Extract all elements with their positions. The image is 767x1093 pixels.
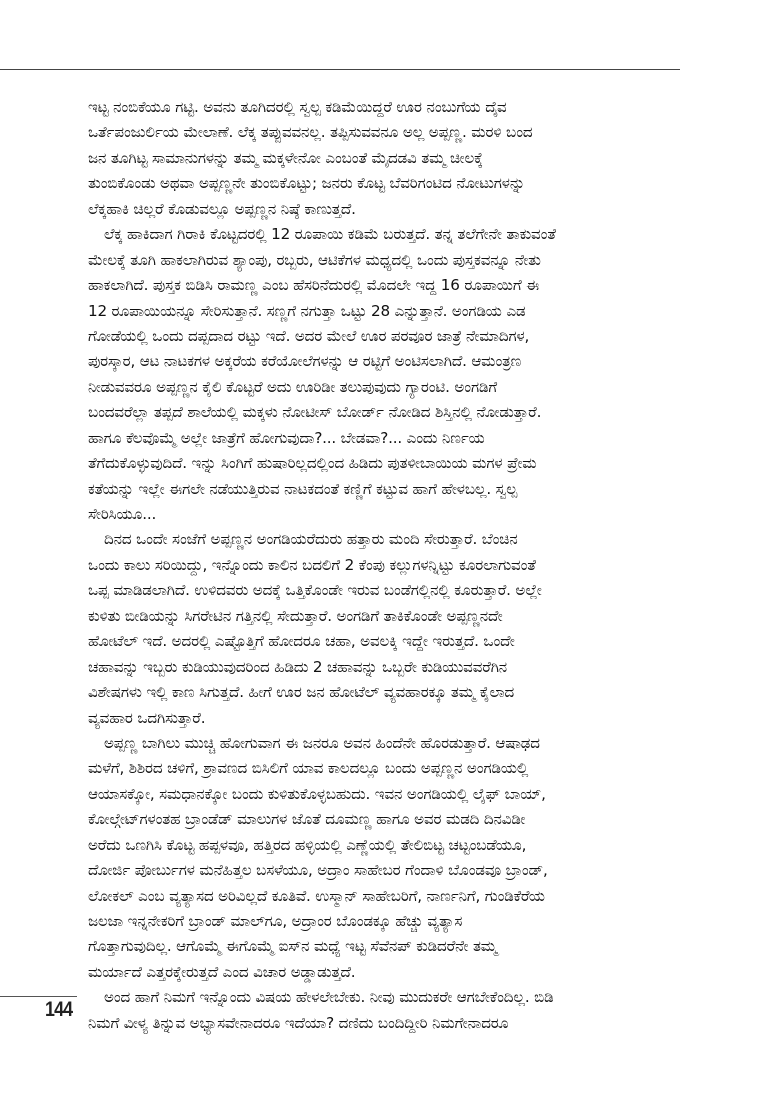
paragraph-start-line: ಅಪ್ಪಣ್ಣ ಬಾಗಿಲು ಮುಚ್ಚಿ ಹೋಗುವಾಗ ಈ ಜನರೂ ಅವನ ಹಿಂದೆನೇ ಹೊರಡುತ್ತಾರೆ. ಆಷಾಢದ bbox=[104, 733, 540, 752]
paragraph-start-line: ದಿನದ ಒಂದೇ ಸಂಜೆಗೆ ಅಪ್ಪಣ್ಣನ ಅಂಗಡಿಯರೆದುರು ಹತ್ತಾರು ಮಂದಿ ಸೇರುತ್ತಾರೆ. ಬೆಂಚಿನ bbox=[104, 530, 518, 549]
text-line: ತೆಗೆದುಕೊಳ್ಳುವುದಿದೆ. ಇನ್ನು ಸಿಂಗಿಗೆ ಹುಷಾರಿಲ್ಲದಲ್ಲಿಂದ ಹಿಡಿದು ಪುತಳೀಬಾಯಿಯ ಮಗಳ ಪ್ರೇಮ bbox=[88, 454, 537, 473]
text-line: ಮಳೆಗೆ, ಶಿಶಿರದ ಚಳಿಗೆ, ಶ್ರಾವಣದ ಬಿಸಿಲಿಗೆ ಯಾವ ಕಾಲದಲ್ಲೂ ಬಂದು ಅಪ್ಪಣ್ಣನ ಅಂಗಡಿಯಲ್ಲಿ bbox=[88, 759, 529, 778]
paragraph-start-line: ಲೆಕ್ಕ ಹಾಕಿದಾಗ ಗಿರಾಕಿ ಕೊಟ್ಟದರಲ್ಲಿ 12 ರೂಪಾಯಿ ಕಡಿಮೆ ಬರುತ್ತದೆ. ತನ್ನ ತಲೆಗೇನೇ ತಾಕುವಂತೆ bbox=[104, 225, 556, 244]
text-line: ಆಯಾಸಕ್ಕೋ, ಸಮಧಾನಕ್ಕೋ ಬಂದು ಕುಳಿತುಕೊಳ್ಳಬಹುದು. ಇವನ ಅಂಗಡಿಯಲ್ಲಿ ಲೈಫ್ ಬಾಯ್, bbox=[88, 784, 546, 803]
footer-rule bbox=[0, 996, 77, 997]
text-line: ಗೊತ್ತಾಗುವುದಿಲ್ಲ. ಆಗೊಮ್ಮೆ ಈಗೊಮ್ಮೆ ಐಸ್‌ನ ಮಧ್ಯೆ ಇಟ್ಟ ಸೆವೆನಪ್ ಕುಡಿದರೆನೇ ತಮ್ಮ bbox=[88, 937, 498, 956]
text-line: ಒರ್ತೆಪಂಜುರ್ಲಿಯ ಮೇಲಾಣೆ. ಲೆಕ್ಕ ತಪ್ಪುವವನಲ್ಲ. ತಪ್ಪಿಸುವವನೂ ಅಲ್ಲ ಅಪ್ಪಣ್ಣ. ಮರಳಿ ಬಂದ bbox=[88, 123, 533, 142]
text-line: ಲೋಕಲ್ ಎಂಬ ವ್ಯತ್ಯಾಸದ ಅರಿವಿಲ್ಲದೆ ಕೂತಿವೆ. ಉಸ್ಮಾನ್ ಸಾಹೇಬರಿಗೆ, ನಾರ್ಣನಿಗೆ, ಗುಂಡಿಕೆರೆಯ bbox=[88, 886, 545, 905]
text-line: ಜಲಜಾ ಇನ್ನನೇಕರಿಗೆ ಬ್ರಾಂಡ್ ಮಾಲ್‌ಗೂ, ಅದ್ರಾಂರ ಬೊಂಡಕ್ಕೂ ಹೆಚ್ಚು ವ್ಯತ್ಯಾಸ bbox=[88, 912, 463, 930]
body-text bbox=[88, 95, 682, 1036]
text-line: ಕತೆಯನ್ನು ಇಲ್ಲೇ ಈಗಲೇ ನಡೆಯುತ್ತಿರುವ ನಾಟಕದಂತೆ ಕಣ್ಣಿಗೆ ಕಟ್ಟುವ ಹಾಗೆ ಹೇಳಬಲ್ಲ. ಸ್ವಲ್ಪ bbox=[88, 479, 518, 498]
paragraph-start-line: ಅಂದ ಹಾಗೆ ನಿಮಗೆ ಇನ್ನೊಂದು ವಿಷಯ ಹೇಳಲೇಬೇಕು. ನೀವು ಮುದುಕರೇ ಆಗಬೇಕೆಂದಿಲ್ಲ. ಬಿಡಿ bbox=[104, 988, 554, 1007]
text-line: ಮರ್ಯಾದೆ ಎತ್ತರಕ್ಕೇರುತ್ತದೆ ಎಂದ ವಿಚಾರ ಅಡ್ಡಾಡುತ್ತದೆ. bbox=[88, 962, 356, 981]
header-rule bbox=[0, 69, 680, 70]
text-line: ಮೇಲಕ್ಕೆ ತೂಗಿ ಹಾಕಲಾಗಿರುವ ಶ್ಯಾಂಪು, ರಬ್ಬರು, ಆಟಿಕೆಗಳ ಮಧ್ಯದಲ್ಲಿ ಒಂದು ಪುಸ್ತಕವನ್ನೂ ನೇತು bbox=[88, 250, 541, 269]
text-line: ನೀಡುವವರೂ ಅಪ್ಪಣ್ಣನ ಕೈಲಿ ಕೊಟ್ಟರೆ ಅದು ಊರಿಡೀ ತಲುಪುವುದು ಗ್ಯಾರಂಟಿ. ಅಂಗಡಿಗೆ bbox=[88, 377, 497, 396]
text-line: ಕುಳಿತು ಬೀಡಿಯನ್ನು ಸಿಗರೇಟಿನ ಗತ್ತಿನಲ್ಲಿ ಸೇದುತ್ತಾರೆ. ಅಂಗಡಿಗೆ ತಾಕಿಕೊಂಡೇ ಅಪ್ಪಣ್ಣನದೇ bbox=[88, 606, 503, 625]
text-line: ಬಂದವರೆಲ್ಲಾ ತಪ್ಪದೆ ಶಾಲೆಯಲ್ಲಿ ಮಕ್ಕಳು ನೋಟೀಸ್ ಬೋರ್ಡ್ ನೋಡಿದ ಶಿಸ್ತಿನಲ್ಲಿ ನೋಡುತ್ತಾರೆ. bbox=[88, 403, 542, 422]
text-line: ಪುರಸ್ಕಾರ, ಆಟ ನಾಟಕಗಳ ಅಕ್ಕರೆಯ ಕರೆಯೋಲೆಗಳನ್ನು ಆ ರಟ್ಟಿಗೆ ಅಂಟಿಸಲಾಗಿದೆ. ಆಮಂತ್ರಣ bbox=[88, 352, 522, 371]
text-line: ಒಂದು ಕಾಲು ಸರಿಯಿದ್ದು, ಇನ್ನೊಂದು ಕಾಲಿನ ಬದಲಿಗೆ 2 ಕೆಂಪು ಕಲ್ಲುಗಳನ್ನಿಟ್ಟು ಕೂರಲಾಗುವಂತೆ bbox=[88, 555, 536, 574]
text-line: ಅರೆದು ಒಣಗಿಸಿ ಕೊಟ್ಟ ಹಪ್ಪಳವೂ, ಹತ್ತಿರದ ಹಳ್ಳಿಯಲ್ಲಿ ಎಣ್ಣೆಯಲ್ಲಿ ತೇಲಿಬಿಟ್ಟ ಚಟ್ಟಂಬಡೆಯೂ, bbox=[88, 835, 527, 854]
text-line: 12 ರೂಪಾಯಿಯನ್ನೂ ಸೇರಿಸುತ್ತಾನೆ. ಸಣ್ಣಗೆ ನಗುತ್ತಾ ಒಟ್ಟು 28 ಎನ್ನುತ್ತಾನೆ. ಅಂಗಡಿಯ ಎಡ bbox=[88, 301, 526, 320]
text-line: ತುಂಬಿಕೊಂಡು ಅಥವಾ ಅಪ್ಪಣ್ಣನೇ ತುಂಬಿಕೊಟ್ಟು; ಜನರು ಕೊಟ್ಟ ಬೆವರಿಗಂಟಿದ ನೋಟುಗಳನ್ನು bbox=[88, 174, 525, 193]
text-line: ದೋರ್ಜಿ ಪೋರ್ಬುಗಳ ಮನೆಹಿತ್ತಲ ಬಸಳೆಯೂ, ಅದ್ರಾಂ ಸಾಹೇಬರ ಗೆಂದಾಳಿ ಬೊಂಡವೂ ಬ್ರಾಂಡ್, bbox=[88, 861, 548, 880]
text-line: ಚಹಾವನ್ನು ಇಬ್ಬರು ಕುಡಿಯುವುದರಿಂದ ಹಿಡಿದು 2 ಚಹಾವನ್ನು ಒಬ್ಬರೇ ಕುಡಿಯುವವರೆಗಿನ bbox=[88, 657, 508, 676]
text-line: ಗೋಡೆಯಲ್ಲಿ ಒಂದು ದಪ್ಪದಾದ ರಟ್ಟು ಇದೆ. ಅದರ ಮೇಲೆ ಊರ ಪರವೂರ ಜಾತ್ರೆ ನೇಮಾದಿಗಳ, bbox=[88, 326, 530, 345]
text-line: ಇಟ್ಟ ನಂಬಿಕೆಯೂ ಗಟ್ಟಿ. ಅವನು ತೂಗಿದರಲ್ಲಿ ಸ್ವಲ್ಪ ಕಡಿಮೆಯಿದ್ದರೆ ಊರ ನಂಬುಗೆಯ ದೈವ bbox=[88, 98, 507, 116]
text-line: ಕೋಲ್ಗೇಟ್‌ಗಳಂತಹ ಬ್ರಾಂಡೆಡ್ ಮಾಲುಗಳ ಜೊತೆ ದೂಮಣ್ಣ ಹಾಗೂ ಅವರ ಮಡದಿ ದಿನವಿಡೀ bbox=[88, 810, 526, 829]
text-line: ಲೆಕ್ಕಹಾಕಿ ಚಿಲ್ಲರೆ ಕೊಡುವಲ್ಲೂ ಅಪ್ಪಣ್ಣನ ನಿಷ್ಠೆ ಕಾಣುತ್ತದೆ. bbox=[88, 199, 356, 218]
text-line: ವಿಶೇಷಗಳು ಇಲ್ಲಿ ಕಾಣ ಸಿಗುತ್ತದೆ. ಹೀಗೆ ಊರ ಜನ ಹೋಟೆಲ್ ವ್ಯವಹಾರಕ್ಕೂ ತಮ್ಮ ಕೈಲಾದ bbox=[88, 683, 515, 702]
text-line: ಸೇರಿಸಿಯೂ... bbox=[88, 505, 157, 523]
text-line: ಹಾಗೂ ಕೆಲವೊಮ್ಮೆ ಅಲ್ಲೇ ಜಾತ್ರೆಗೆ ಹೋಗುವುದಾ?... ಬೇಡವಾ?... ಎಂದು ನಿರ್ಣಯ bbox=[88, 428, 485, 447]
text-line: ಒಪ್ಪ ಮಾಡಿಡಲಾಗಿದೆ. ಉಳಿದವರು ಅದಕ್ಕೆ ಒತ್ತಿಕೊಂಡೇ ಇರುವ ಬಂಡೆಗಲ್ಲಿನಲ್ಲಿ ಕೂರುತ್ತಾರೆ. ಅಲ್ಲೇ bbox=[88, 581, 542, 600]
text-line: ಜನ ತೂಗಿಟ್ಟ ಸಾಮಾನುಗಳನ್ನು ತಮ್ಮ ಮಕ್ಕಳೇನೋ ಎಂಬಂತೆ ಮೈದಡವಿ ತಮ್ಮ ಚೀಲಕ್ಕೆ bbox=[88, 148, 483, 167]
text-line: ಹೋಟೆಲ್ ಇದೆ. ಅದರಲ್ಲಿ ಎಷ್ಟೊತ್ತಿಗೆ ಹೋದರೂ ಚಹಾ, ಅವಲಕ್ಕಿ ಇದ್ದೇ ಇರುತ್ತದೆ. ಒಂದೇ bbox=[88, 632, 515, 651]
text-line: ಹಾಕಲಾಗಿದೆ. ಪುಸ್ತಕ ಬಿಡಿಸಿ ರಾಮಣ್ಣ ಎಂಬ ಹೆಸರಿನೆದುರಲ್ಲಿ ಮೊದಲೇ ಇದ್ದ 16 ರೂಪಾಯಿಗೆ ಈ bbox=[88, 276, 540, 295]
page-number: 144 bbox=[45, 998, 73, 1021]
text-line: ವ್ಯವಹಾರ ಒದಗಿಸುತ್ತಾರೆ. bbox=[88, 708, 206, 727]
text-line: ನಿಮಗೆ ವೀಳ್ಯ ತಿನ್ನುವ ಅಭ್ಯಾಸವೇನಾದರೂ ಇದೆಯಾ? ದಣಿದು ಬಂದಿದ್ದೀರಿ ನಿಮಗೇನಾದರೂ bbox=[88, 1013, 509, 1032]
